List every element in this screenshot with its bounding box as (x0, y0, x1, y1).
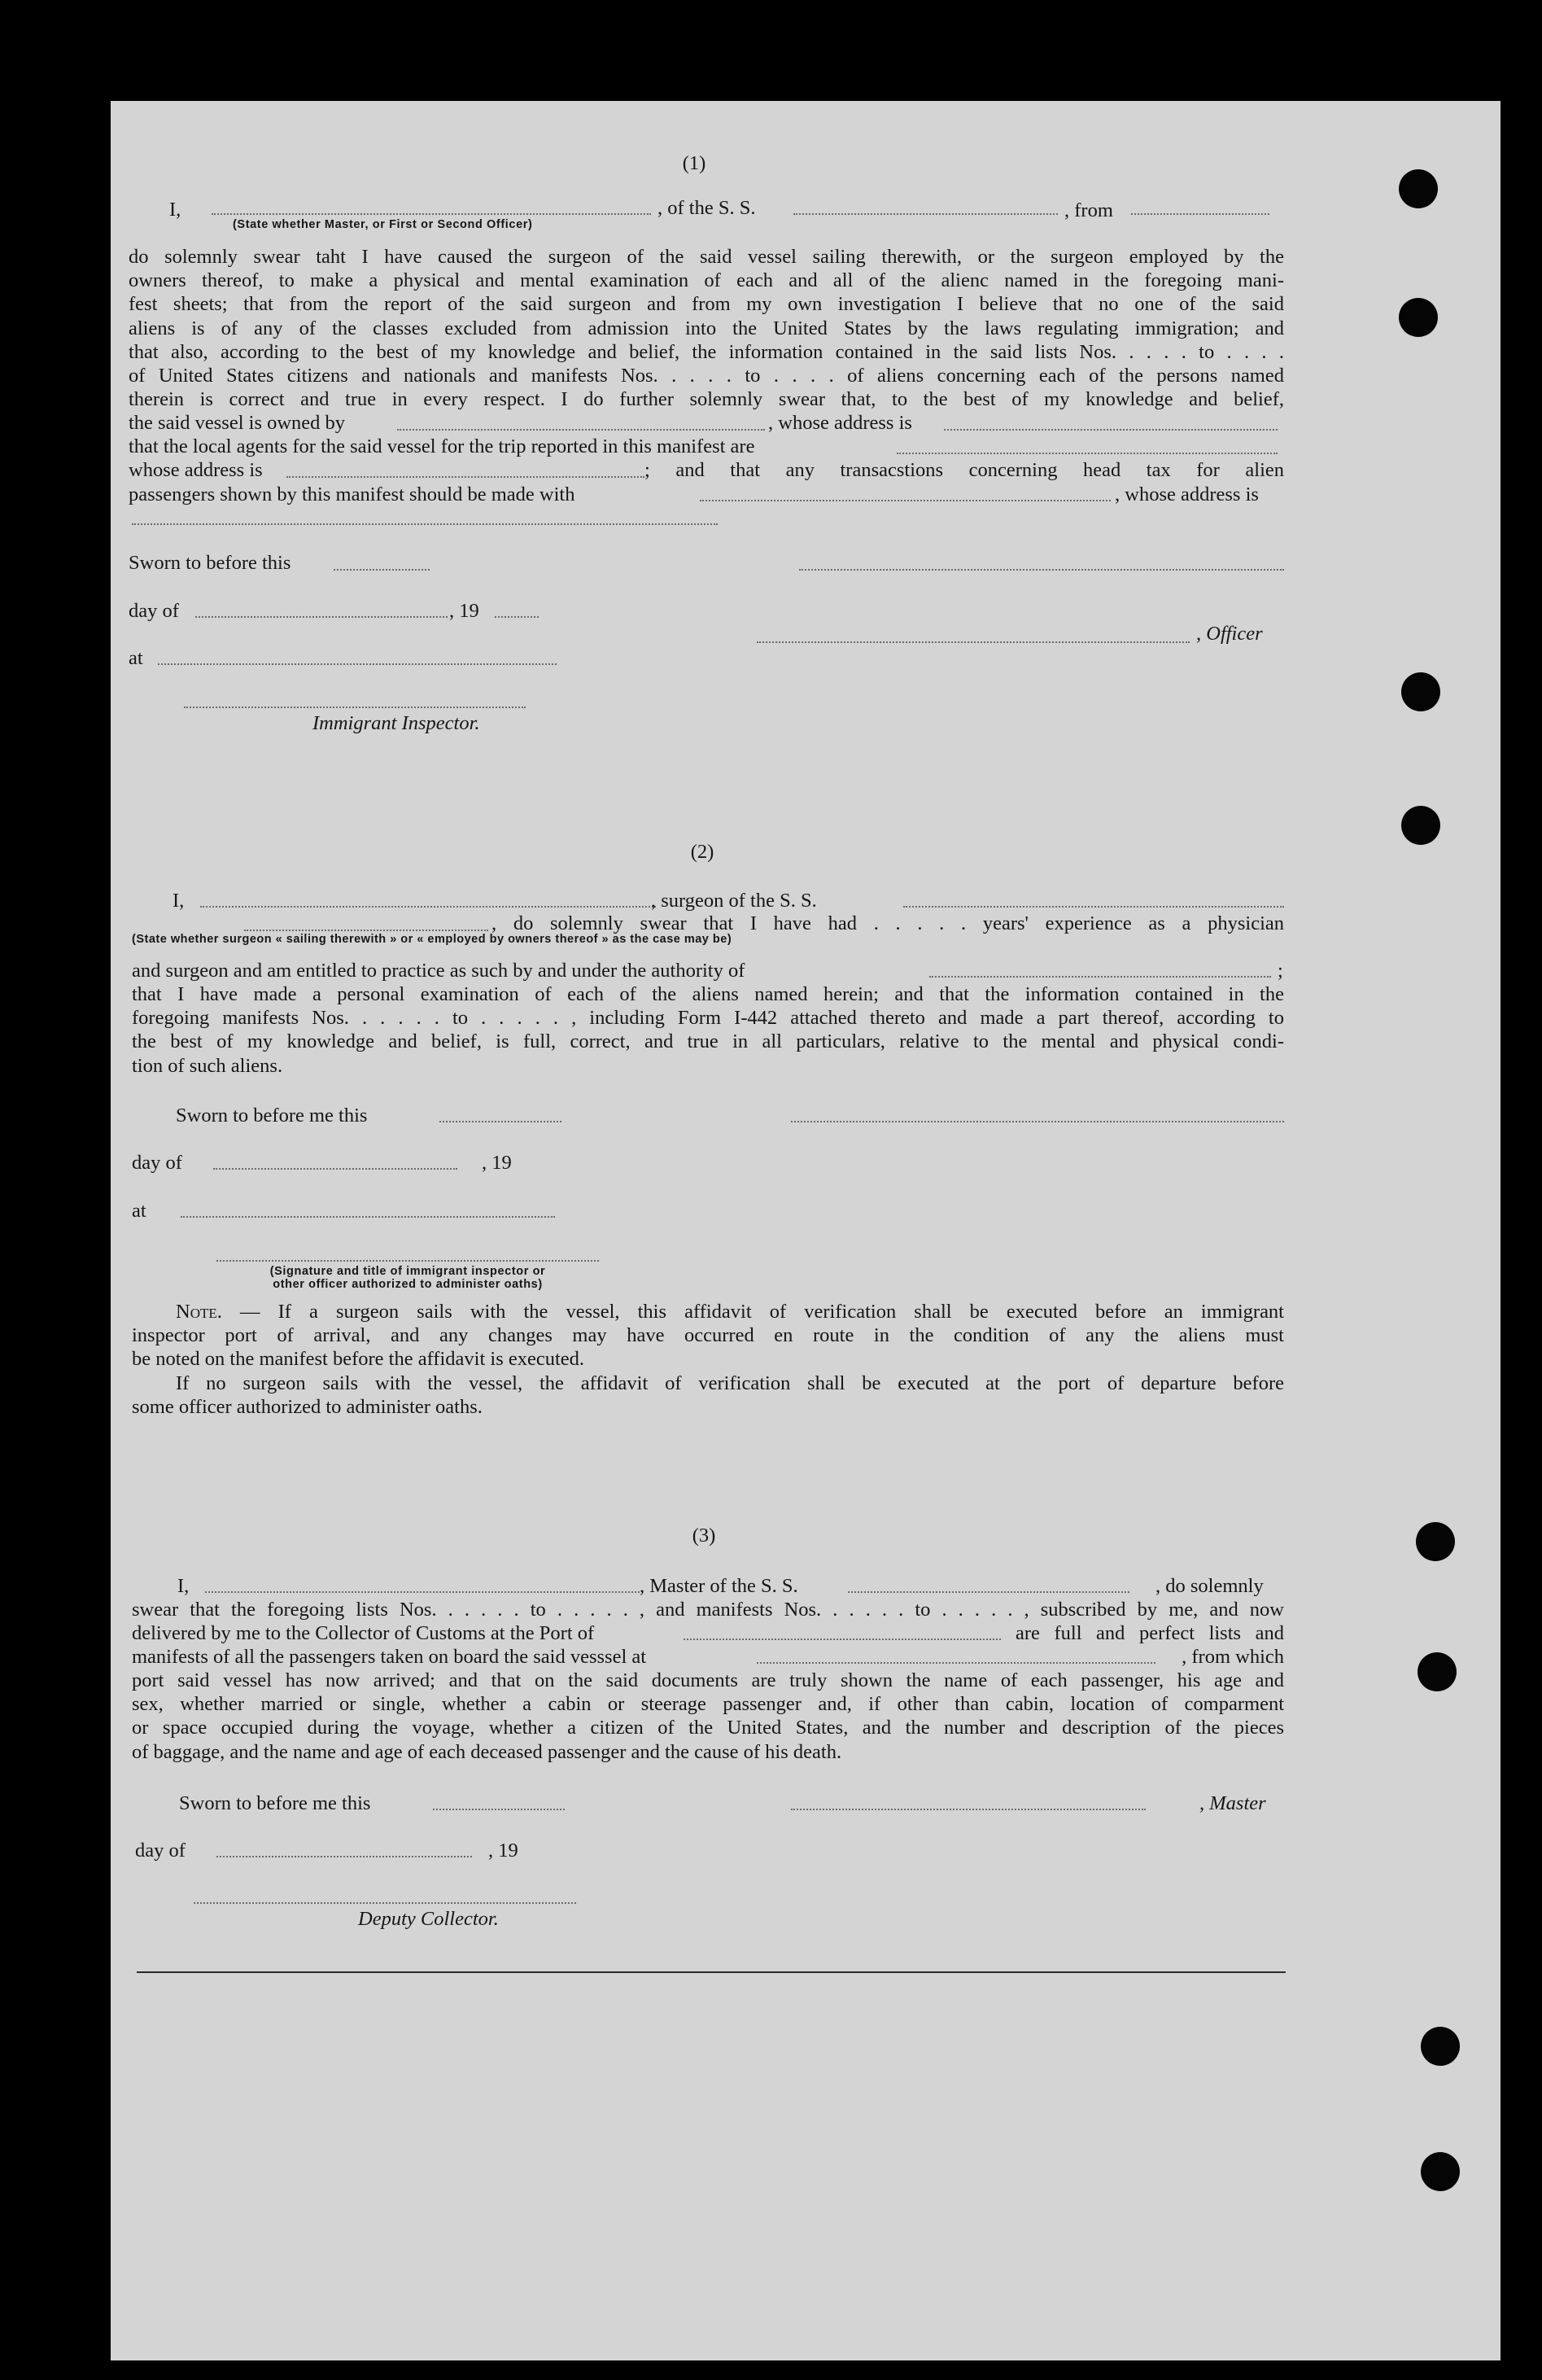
s3-line: of baggage, and the name and age of each deceased passenger and the cause of his death. (132, 1740, 842, 1763)
s2-sworn-label: Sworn to before me this (176, 1105, 368, 1127)
s1-line: do solemnly swear taht I have caused the surgeon of the said vessel sailing therewith, or the surgeon employed by the (129, 246, 1284, 268)
s1-transactions: ; and that any transacstions concerning head tax for alien (644, 459, 1284, 481)
s1-sworn-label: Sworn to before this (129, 552, 291, 574)
s2-experience-line: , do solemnly swear that I have had . . . . . years' experience as a physician (491, 912, 1284, 934)
s1-owner-address-blank[interactable] (944, 429, 1278, 431)
s3-deputy-label: Deputy Collector. (358, 1908, 499, 1930)
s2-line: tion of such aliens. (132, 1054, 283, 1077)
s3-line: or space occupied during the voyage, whether a citizen of the United States, and the number and description of the pieces (132, 1717, 1284, 1739)
s1-agents-address-label: whose address is (129, 459, 263, 481)
s1-passengers-address-label: , whose address is (1115, 483, 1259, 505)
s1-agents-blank[interactable] (897, 453, 1278, 454)
s3-signature-blank[interactable] (791, 1809, 1146, 1810)
s2-i-label: I, (173, 890, 185, 912)
binder-hole (1399, 298, 1438, 337)
s1-officer-label: , Officer (1196, 623, 1263, 645)
s2-note-line (176, 1300, 1284, 1323)
s1-headtax-blank[interactable] (700, 500, 1111, 501)
s3-vessel-blank[interactable] (848, 1591, 1129, 1593)
s1-agents-address-blank[interactable] (286, 476, 644, 478)
bottom-rule (137, 1971, 1286, 1973)
s3-port-blank[interactable] (684, 1638, 1001, 1640)
s3-line: sex, whether married or single, whether a cabin or steerage passenger and, if other than cabin, location of comparment (132, 1693, 1284, 1716)
s1-line: of United States citizens and nationals and manifests Nos. . . . . to . . . . of aliens concerning each of the persons named (129, 365, 1284, 387)
s1-line: therein is correct and true in every respect. I do further solemnly swear that, to the best of my knowledge and belief, (129, 388, 1284, 411)
s2-status-blank[interactable] (244, 930, 488, 931)
s2-signature-blank[interactable] (791, 1121, 1284, 1122)
s2-signature-hint-1: (Signature and title of immigrant inspector or (269, 1265, 546, 1278)
s2-at-blank[interactable] (181, 1216, 555, 1218)
binder-hole (1401, 672, 1440, 711)
binder-hole (1421, 2027, 1460, 2066)
s3-boarding-port-blank[interactable] (757, 1662, 1155, 1664)
section-number-1: (1) (682, 152, 706, 174)
s1-inspector-signature-blank[interactable] (184, 707, 526, 708)
s1-day-blank[interactable] (195, 616, 448, 618)
s1-line: aliens is of any of the classes excluded from admission into the United States by the laws regulating immigration; and (129, 317, 1284, 339)
binder-hole (1401, 806, 1440, 845)
s3-year-label: , 19 (488, 1840, 518, 1862)
s3-name-blank[interactable] (205, 1591, 640, 1593)
s1-sworn-blank[interactable] (334, 569, 430, 571)
s2-surgeon-of-label: , surgeon of the S. S. (651, 890, 817, 912)
s3-master-of-label: , Master of the S. S. (640, 1575, 798, 1597)
s3-sworn-label: Sworn to before me this (179, 1792, 371, 1814)
s3-from-which: , from which (1182, 1646, 1284, 1668)
s1-of-ss-label: , of the S. S. (657, 197, 756, 219)
s2-note2-end: some officer authorized to administer oaths. (132, 1396, 483, 1418)
s1-from-label: , from (1064, 199, 1113, 221)
s2-at-label: at (132, 1200, 146, 1222)
s2-vessel-blank[interactable] (903, 906, 1284, 908)
s2-note-paragraph (176, 1300, 1284, 1323)
s2-authority-line: and surgeon and am entitled to practice as such by and under the authority of (132, 960, 745, 982)
s3-line: port said vessel has now arrived; and that on the said documents are truly shown the name of each passenger, his age and (132, 1669, 1284, 1691)
s3-master-label: , Master (1199, 1792, 1266, 1814)
s2-inspector-signature-blank[interactable] (216, 1260, 599, 1262)
s3-day-blank[interactable] (216, 1856, 472, 1857)
s1-day-of-label: day of (129, 600, 179, 622)
binder-hole (1421, 2152, 1460, 2191)
s1-rank-blank[interactable] (212, 213, 651, 215)
s2-line: that I have made a personal examination of each of the aliens named herein; and that the information contained in the (132, 983, 1284, 1005)
binder-hole (1416, 1522, 1455, 1561)
section-number-2: (2) (690, 841, 714, 863)
s1-oath-paragraph (129, 245, 1284, 411)
s3-collector-line: delivered by me to the Collector of Customs at the Port of (132, 1622, 595, 1644)
s3-manifests-line: manifests of all the passengers taken on board the said vesssel at (132, 1646, 647, 1668)
s2-authority-blank[interactable] (929, 976, 1271, 978)
s3-day-of-label: day of (135, 1840, 186, 1862)
s2-note-line: be noted on the manifest before the affidavit is executed. (132, 1348, 585, 1371)
s2-semicolon: ; (1278, 960, 1283, 982)
s3-sworn-blank[interactable] (433, 1809, 565, 1810)
s3-perfect-lists: are full and perfect lists and (1016, 1622, 1284, 1644)
binder-hole (1399, 169, 1438, 208)
s1-rank-hint: (State whether Master, or First or Second Officer) (233, 218, 533, 231)
s1-owner-blank[interactable] (397, 429, 765, 431)
s2-line: the best of my knowledge and belief, is full, correct, and true in all particulars, relative to the mental and physical condi- (132, 1030, 1284, 1053)
s1-at-label: at (129, 647, 143, 669)
s1-year-blank[interactable] (495, 616, 539, 618)
s1-passengers: passengers shown by this manifest should be made with (129, 483, 575, 505)
s1-vessel-blank[interactable] (793, 213, 1058, 215)
s1-officer-blank[interactable] (757, 641, 1190, 643)
s2-note-continuation (132, 1323, 1284, 1371)
s1-local-agents: that the local agents for the said vessel for the trip reported in this manifest are (129, 435, 755, 457)
s1-line: fest sheets; that from the report of the said surgeon and from my own investigation I believe that no one of the said (129, 293, 1284, 316)
section-number-3: (3) (692, 1525, 716, 1547)
s2-note-line: inspector port of arrival, and any changes may have occurred en route in the condition of any the aliens must (132, 1324, 1284, 1346)
s3-lists-line: swear that the foregoing lists Nos. . . . . . to . . . . . , and manifests Nos. . . . . . to . . . . . , subscribed by me, and now (132, 1599, 1284, 1621)
s2-note-label: Note. (176, 1301, 222, 1323)
binder-hole (1418, 1652, 1457, 1691)
s2-sworn-blank[interactable] (439, 1121, 561, 1122)
s1-passengers-address-blank[interactable] (132, 523, 718, 525)
s1-line: owners thereof, to make a physical and mental examination of each and all of the alienc named in the foregoing mani- (129, 269, 1284, 292)
s2-day-of-label: day of (132, 1152, 182, 1174)
s2-note2-line: If no surgeon sails with the vessel, the affidavit of verification shall be executed at the port of departure before (176, 1372, 1284, 1394)
s3-solemnly-label: , do solemnly (1155, 1575, 1264, 1597)
s1-from-blank[interactable] (1131, 213, 1269, 215)
s1-i-label: I, (169, 199, 181, 221)
s3-oath-paragraph (132, 1669, 1284, 1764)
s1-inspector-label: Immigrant Inspector. (312, 712, 480, 734)
s3-deputy-signature-blank[interactable] (194, 1902, 576, 1904)
s2-note-text: — If a surgeon sails with the vessel, this affidavit of verification shall be executed before an immigrant (221, 1301, 1284, 1323)
s1-year-label: , 19 (449, 600, 479, 622)
s2-signature-hint-2: other officer authorized to administer oaths) (273, 1278, 543, 1291)
s3-i-label: I, (177, 1575, 190, 1597)
s2-status-hint: (State whether surgeon « sailing therewith » or « employed by owners thereof » as the case may be) (132, 933, 732, 946)
s1-at-blank[interactable] (158, 663, 557, 665)
s1-owned-by: the said vessel is owned by (129, 412, 346, 434)
s1-owner-address-label: , whose address is (768, 412, 912, 434)
s1-signature-blank[interactable] (799, 569, 1284, 571)
s2-line: foregoing manifests Nos. . . . . . to . . . . . , including Form I-442 attached thereto and made a part thereof, according to (132, 1007, 1284, 1030)
s2-year-label: , 19 (482, 1152, 512, 1174)
s1-line: that also, according to the best of my knowledge and belief, the information contained in the said lists Nos. . . . . to . . . . (129, 340, 1284, 363)
s2-name-blank[interactable] (200, 906, 656, 908)
s2-day-blank[interactable] (213, 1168, 457, 1170)
s2-oath-paragraph (132, 982, 1284, 1078)
